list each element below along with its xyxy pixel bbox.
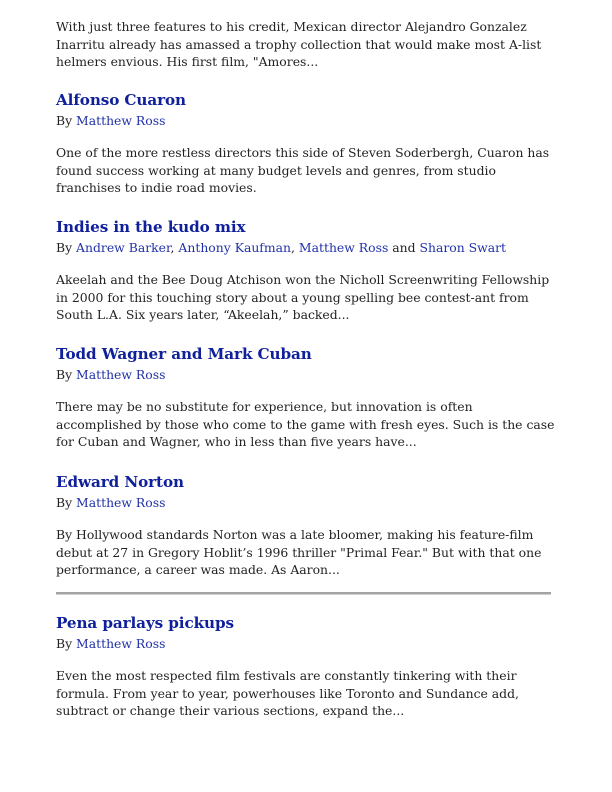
author-link[interactable]: Matthew Ross [298, 240, 389, 255]
article-summary: By Hollywood standards Norton was a late bloomer, making his feature-film debut at 27 in Gregory Hoblit’s 1996 thriller "Primal Fear." But with that one performance, a career was made. As Aaron... [56, 527, 542, 578]
byline-label: By [56, 240, 77, 255]
article-summary: There may be no substitute for experience, but innovation is often accomplished by those who come to the game with fresh eyes. Such is the case for Cuban and Wagner, who in less than five years have... [56, 399, 555, 450]
article-summary: Akeelah and the Bee Doug Atchison won the Nicholl Screenwriting Fellowship in 2000 for this touching story about a young spelling bee contest-ant from South L.A. Six years later, “Akeelah,” backed... [56, 272, 550, 323]
author-link[interactable]: Andrew Barker [76, 240, 171, 255]
author-link[interactable]: Matthew Ross [76, 113, 166, 128]
author-link[interactable]: Matthew Ross [76, 636, 166, 651]
article-title-link[interactable]: Pena parlays pickups [56, 614, 234, 632]
article-title-link[interactable]: Alfonso Cuaron [56, 91, 186, 109]
byline [56, 239, 556, 257]
article-title-link[interactable]: Edward Norton [56, 473, 184, 491]
author-link[interactable]: Matthew Ross [76, 495, 166, 510]
article-item [56, 90, 556, 197]
author-link[interactable]: Sharon Swart [419, 240, 507, 255]
article-title-link[interactable]: Indies in the kudo mix [56, 218, 246, 236]
byline [56, 366, 556, 384]
author-link[interactable]: Matthew Ross [76, 367, 166, 382]
article-title-link[interactable]: Todd Wagner and Mark Cuban [56, 345, 312, 363]
article-summary: One of the more restless directors this side of Steven Soderbergh, Cuaron has found success working at many budget levels and genres, from studio franchises to indie road movies. [56, 145, 550, 196]
byline [56, 635, 556, 653]
author-separator: and [388, 240, 420, 255]
article-item [56, 217, 556, 324]
author-link[interactable]: Anthony Kaufman [178, 240, 292, 255]
byline [56, 494, 556, 512]
byline [56, 112, 556, 130]
article-summary: Even the most respected film festivals are constantly tinkering with their formula. From year to year, powerhouses like Toronto and Sundance add, subtract or change their various sections, expand the... [56, 668, 519, 719]
byline-label: By [56, 636, 77, 651]
intro-summary: With just three features to his credit, Mexican director Alejandro Gonzalez Inarritu already has amassed a trophy collection that would make most A-list helmers envious. His first film, "Amores... [56, 19, 542, 70]
author-separator: , [170, 240, 179, 255]
byline-label: By [56, 113, 77, 128]
byline-label: By [56, 367, 77, 382]
section-divider [56, 592, 551, 595]
article-item [56, 472, 556, 579]
author-separator: , [291, 240, 299, 255]
article-item [56, 344, 556, 451]
article-item [56, 613, 556, 720]
byline-label: By [56, 495, 77, 510]
